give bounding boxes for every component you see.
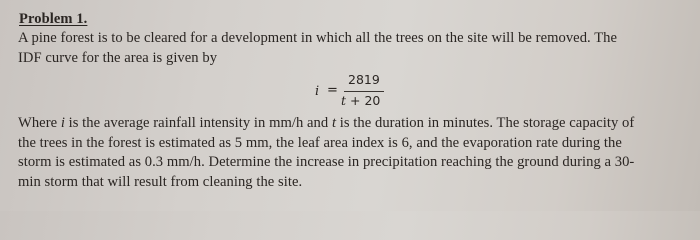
formula-denominator [341,93,380,108]
problem-text-line-6: min storm that will result from cleaning the site. [18,174,303,190]
formula-lhs: i [315,84,320,99]
problem-text-line-4: the trees in the forest is estimated as 5 mm, the leaf area index is 6, and the evaporation rate during the [18,135,622,151]
formula-equals: = [327,83,338,98]
problem-text-line-5: storm is estimated as 0.3 mm/h. Determine the increase in precipitation reaching the ground during a 30- [18,154,635,170]
formula-fraction-bar [344,91,384,92]
formula-den-var: t [341,93,347,108]
line3-part-a: Where [18,115,61,131]
formula-den-rest: + 20 [346,93,381,108]
line3-var-i: i [60,115,65,131]
idf-formula [315,70,405,116]
formula-numerator: 2819 [348,72,380,87]
line3-part-b: is the average rainfall intensity in mm/h and [64,115,332,131]
line3-var-t: t [331,115,337,131]
problem-text-line-2: IDF curve for the area is given by [18,50,218,66]
line3-part-c: is the duration in minutes. The storage capacity of [336,115,635,131]
problem-title: Problem 1. [19,11,88,27]
problem-text-line-3 [18,115,634,132]
problem-text-line-1: A pine forest is to be cleared for a development in which all the trees on the site will be removed. The [18,30,618,46]
